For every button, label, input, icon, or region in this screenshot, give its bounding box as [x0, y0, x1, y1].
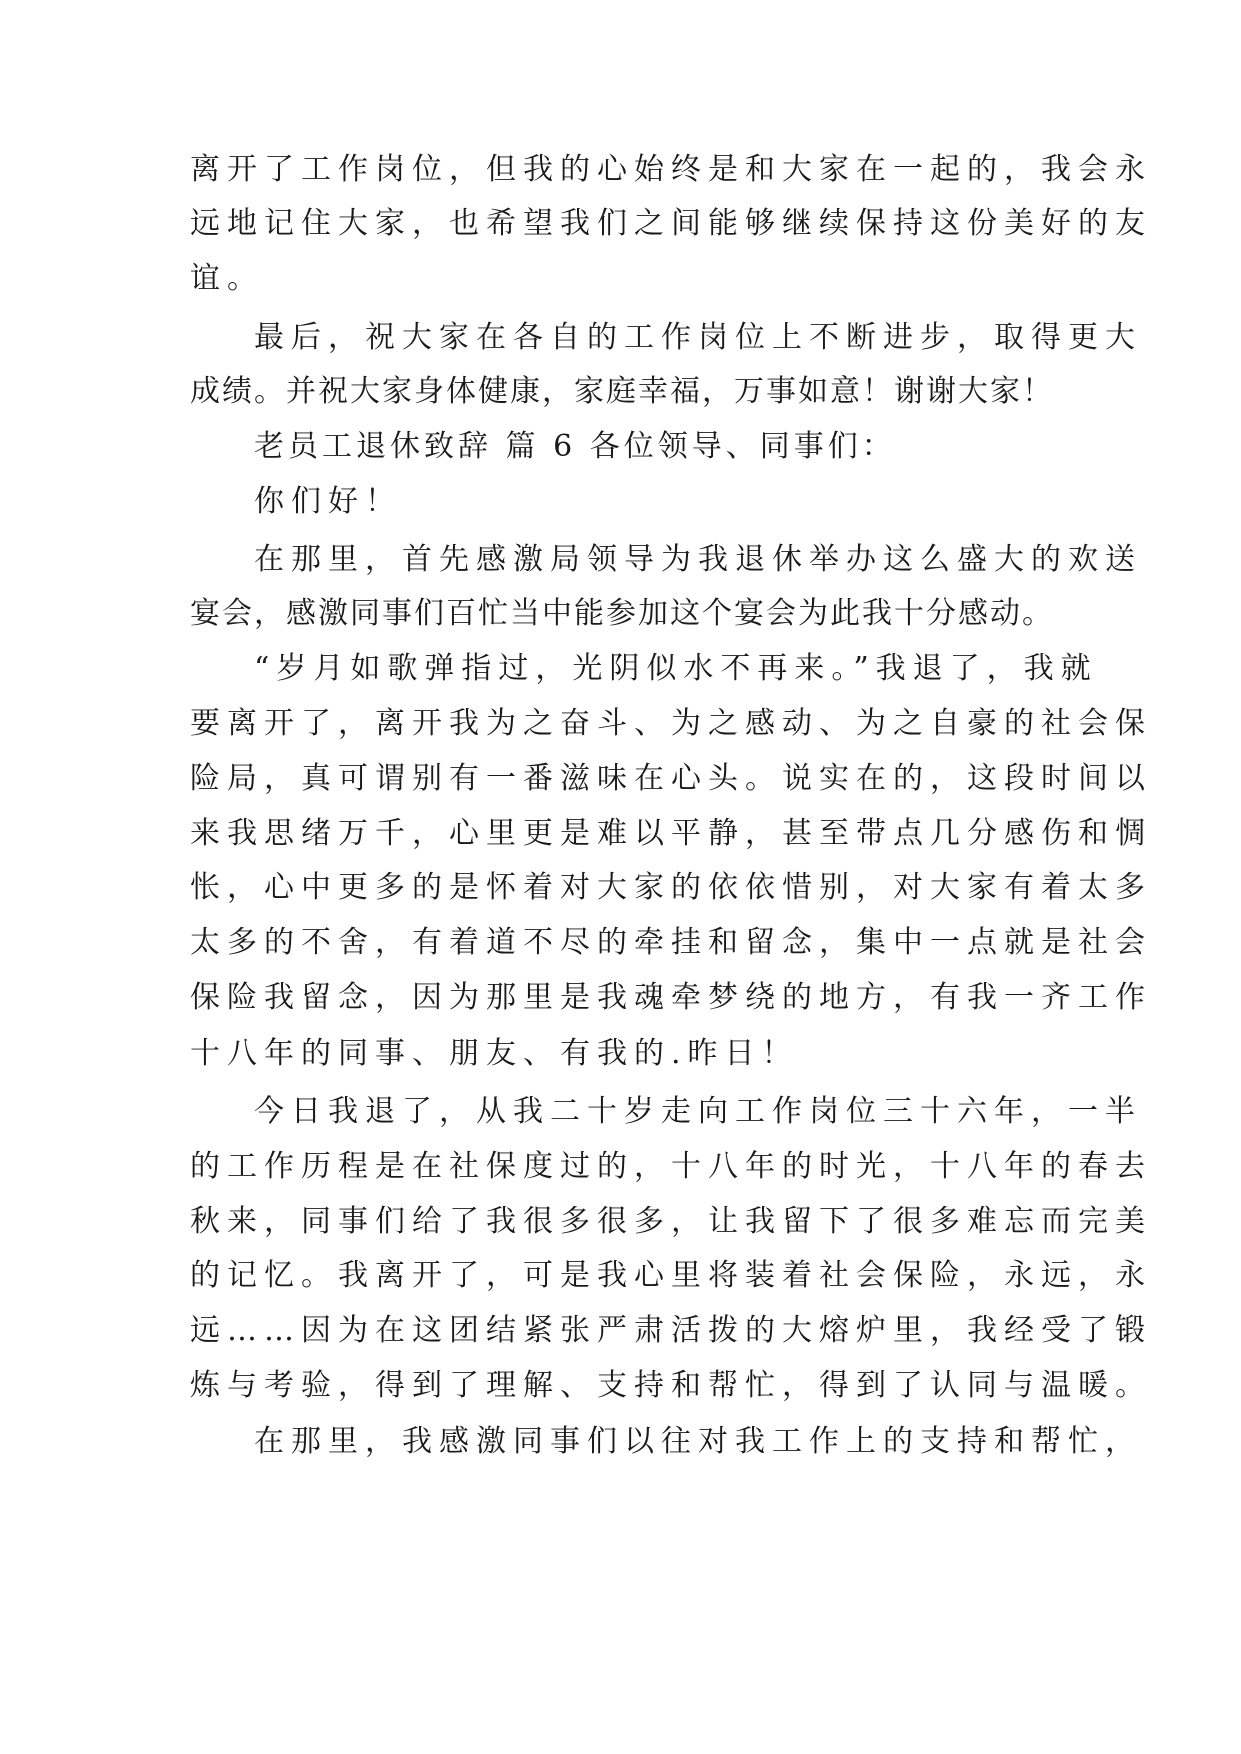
text-line: 怅，心中更多的是怀着对大家的依依惜别，对大家有着太多 [190, 870, 1152, 905]
text-line: 在那里，我感激同事们以往对我工作上的支持和帮忙， [254, 1424, 1142, 1459]
text-line: 的记忆。我离开了，可是我心里将装着社会保险，永远，永 [190, 1258, 1152, 1293]
text-line: 炼与考验，得到了理解、支持和帮忙，得到了认同与温暖。 [190, 1368, 1152, 1403]
text-line: 秋来，同事们给了我很多很多，让我留下了很多难忘而完美 [190, 1204, 1152, 1239]
text-line: 要离开了，离开我为之奋斗、为之感动、为之自豪的社会保 [190, 706, 1152, 741]
text-line: 谊。 [190, 261, 264, 296]
greeting: 你们好！ [254, 484, 402, 519]
section-heading: 老员工退休致辞 篇 6 各位领导、同事们： [254, 429, 896, 464]
text-line: 十八年的同事、朋友、有我的.昨日！ [190, 1036, 799, 1071]
text-line: 今日我退了，从我二十岁走向工作岗位三十六年，一半 [254, 1094, 1142, 1129]
text-line: 宴会，感激同事们百忙当中能参加这个宴会为此我十分感动。 [190, 596, 1054, 631]
text-line: 在那里，首先感激局领导为我退休举办这么盛大的欢送 [254, 542, 1142, 577]
text-line: 来我思绪万千，心里更是难以平静，甚至带点几分感伤和惆 [190, 816, 1152, 851]
text-line: 离开了工作岗位，但我的心始终是和大家在一起的，我会永 [190, 152, 1152, 187]
text-line: 远地记住大家，也希望我们之间能够继续保持这份美好的友 [190, 206, 1152, 241]
text-line: 险局，真可谓别有一番滋味在心头。说实在的，这段时间以 [190, 761, 1152, 796]
text-line: 最后，祝大家在各自的工作岗位上不断进步，取得更大 [254, 320, 1142, 355]
text-line: “岁月如歌弹指过，光阴似水不再来。”我退了，我就 [254, 651, 1098, 686]
text-line: 远……因为在这团结紧张严肃活拨的大熔炉里，我经受了锻 [190, 1313, 1152, 1348]
text-line: 保险我留念，因为那里是我魂牵梦绕的地方，有我一齐工作 [190, 980, 1152, 1015]
text-line: 太多的不舍，有着道不尽的牵挂和留念，集中一点就是社会 [190, 925, 1152, 960]
text-line: 成绩。并祝大家身体健康，家庭幸福，万事如意！谢谢大家！ [190, 374, 1054, 409]
text-line: 的工作历程是在社保度过的，十八年的时光，十八年的春去 [190, 1149, 1152, 1184]
